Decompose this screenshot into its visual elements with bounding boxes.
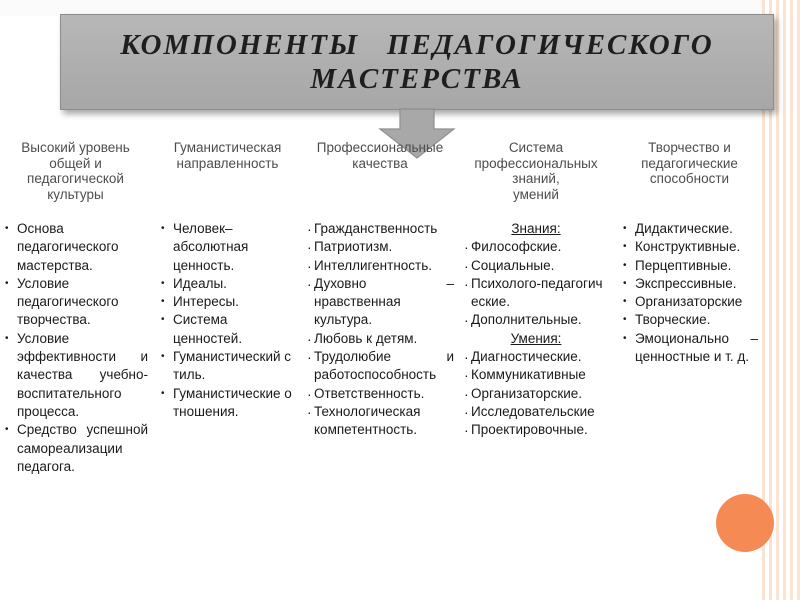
column-humanistic xyxy=(159,140,296,600)
knowledge-subheading: Знания: xyxy=(511,221,561,236)
header-line: способности xyxy=(649,171,730,186)
column-culture xyxy=(3,140,148,600)
header-line: направленность xyxy=(176,155,279,171)
item-list xyxy=(3,220,148,476)
list-item: · Коммуникативные xyxy=(463,366,609,384)
header-line: профессиональных xyxy=(474,155,598,171)
list-item: · Патриотизм. xyxy=(306,238,454,256)
list-item: • Основа педагогического мастерства. xyxy=(3,220,148,275)
list-item: · Ответственность. xyxy=(306,385,454,403)
list-item: · Философские. xyxy=(463,238,609,256)
header-line: умений xyxy=(513,186,559,202)
column-qualities xyxy=(306,140,454,600)
list-item: • Условие педагогического творчества. xyxy=(3,275,148,330)
list-item: • Творческие. xyxy=(621,311,758,329)
list-item: • Система ценностей. xyxy=(159,311,296,348)
list-item: · Духовно – нравственная культура. xyxy=(306,275,454,330)
item-list xyxy=(159,220,296,421)
list-item: · Проектировочные. xyxy=(463,421,609,439)
list-item: · Дополнительные. xyxy=(463,311,609,329)
list-item: • Экспрессивные. xyxy=(621,275,758,293)
header-line: Гуманистическая xyxy=(173,140,282,155)
column-header xyxy=(3,140,148,220)
title-line-1: КОМПОНЕНТЫ ПЕДАГОГИЧЕСКОГО xyxy=(120,29,714,61)
list-item: · Психолого-педагогические. xyxy=(463,275,609,312)
list-item: • Интересы. xyxy=(159,293,296,311)
header-line: культуры xyxy=(47,186,104,202)
header-line: Высокий уровень xyxy=(21,140,130,155)
list-item: • Организаторские xyxy=(621,293,758,311)
header-line: педагогической xyxy=(27,171,124,186)
list-item: • Конструктивные. xyxy=(621,238,758,256)
list-item: · Интеллигентность. xyxy=(306,257,454,275)
list-item: • Условие эффективности и качества учебно-воспитательного процесса. xyxy=(3,330,148,421)
list-item: • Средство успешной самореализации педагога. xyxy=(3,421,148,476)
list-item: • Гуманистический стиль. xyxy=(159,348,296,385)
header-line: общей и xyxy=(49,155,102,171)
header-line: знаний, xyxy=(512,171,560,186)
list-item: • Гуманистические отношения. xyxy=(159,385,296,422)
list-item: · Диагностические. xyxy=(463,348,609,366)
column-header xyxy=(159,140,296,220)
title-line-2: МАСТЕРСТВА xyxy=(310,63,524,95)
list-item: • Перцептивные. xyxy=(621,257,758,275)
column-creativity xyxy=(621,140,758,600)
header-line: Профессиональные xyxy=(316,140,444,155)
list-item: · Любовь к детям. xyxy=(306,330,454,348)
item-list xyxy=(306,220,454,440)
list-item: · Гражданственность xyxy=(306,220,454,238)
header-line: Система xyxy=(508,140,564,155)
list-item: · Организаторские. xyxy=(463,385,609,403)
list-item: · Трудолюбие и работоспособность xyxy=(306,348,454,385)
list-item: · Технологическая компетентность. xyxy=(306,403,454,440)
column-header xyxy=(463,140,609,220)
list-item: · Социальные. xyxy=(463,257,609,275)
list-item: • Человек–абсолютная ценность. xyxy=(159,220,296,275)
skills-subheading: Умения: xyxy=(510,330,562,346)
column-header xyxy=(621,140,758,220)
list-item: • Идеалы. xyxy=(159,275,296,293)
header-line: Творчество и xyxy=(648,140,731,155)
list-item: • Дидактические. xyxy=(621,220,758,238)
item-list xyxy=(621,220,758,366)
header-line: качества xyxy=(352,155,408,171)
title-banner xyxy=(60,14,774,110)
item-list xyxy=(463,220,609,440)
column-header xyxy=(306,140,454,220)
list-item: · Исследовательские xyxy=(463,403,609,421)
column-knowledge-skills xyxy=(463,140,609,600)
header-line: педагогические xyxy=(641,155,738,171)
list-item: • Эмоционально – ценностные и т. д. xyxy=(621,330,758,367)
